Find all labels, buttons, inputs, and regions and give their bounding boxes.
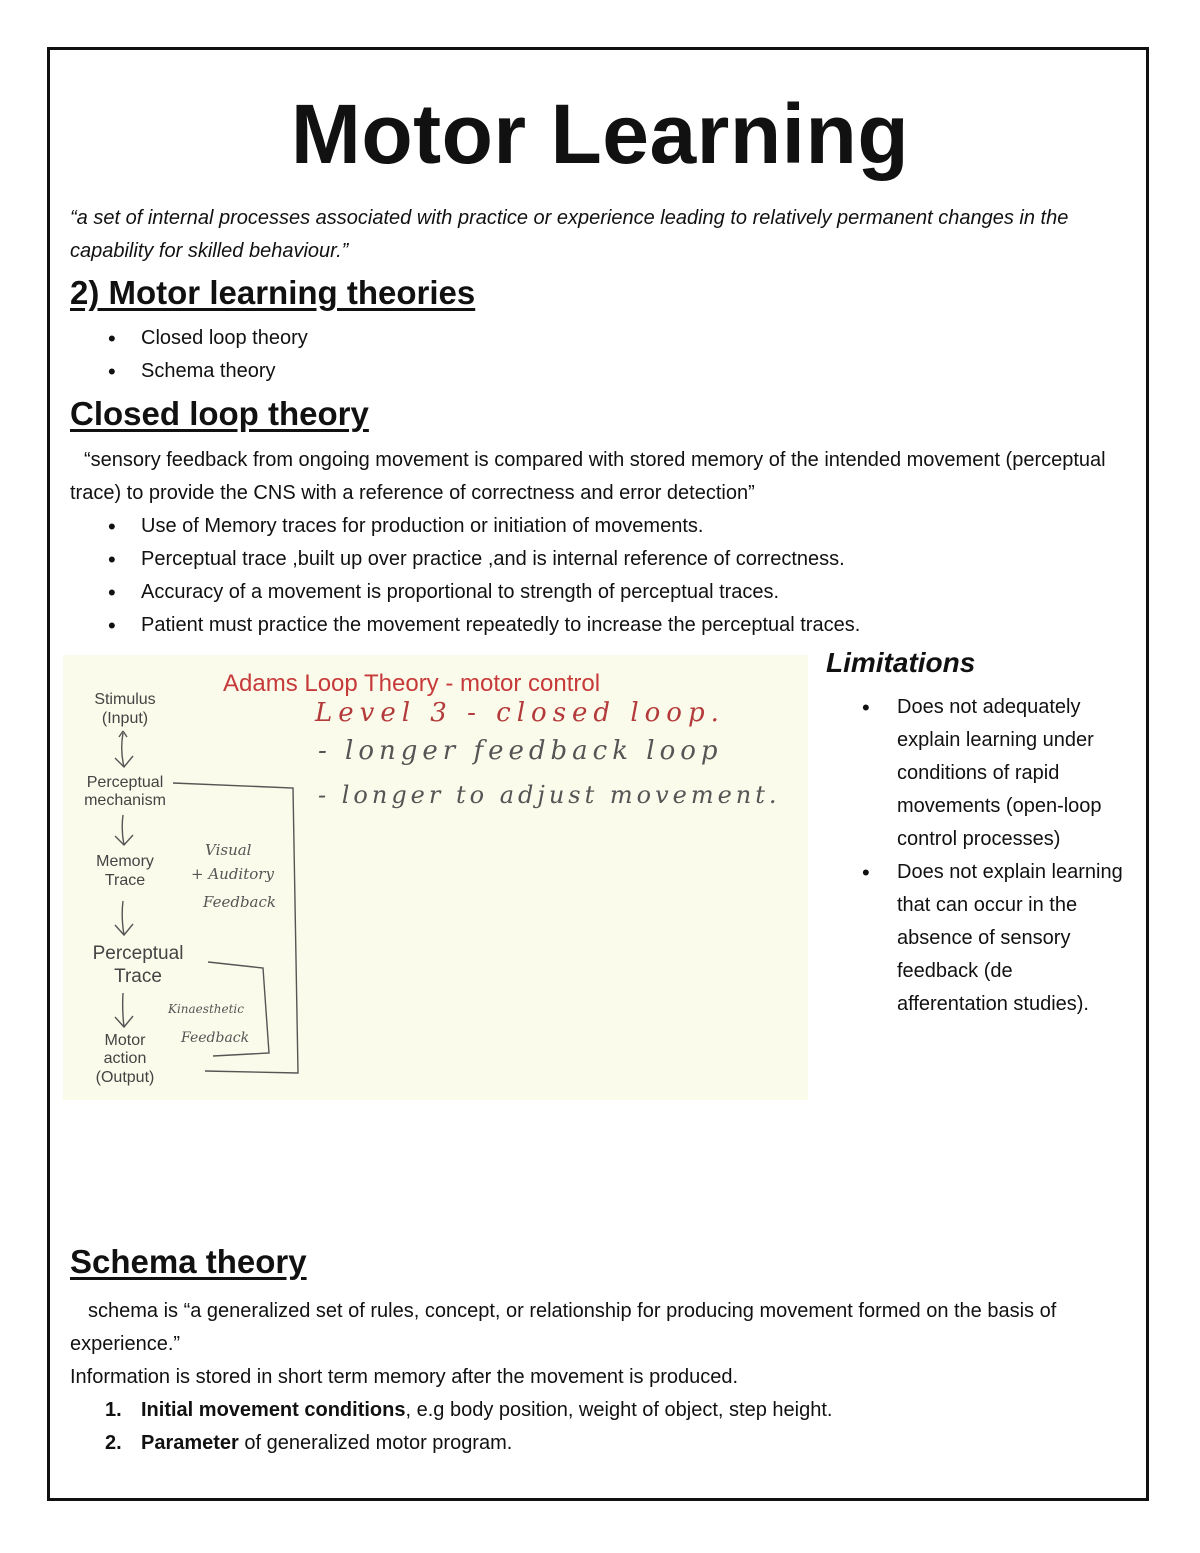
motor-action-label-2: action [103, 1050, 147, 1067]
motor-action-label: Motor [104, 1032, 146, 1049]
list-item: • Perceptual trace ,built up over practice ,and is internal reference of correctness. [70, 543, 1130, 576]
list-item: • Closed loop theory [70, 322, 308, 355]
arrow-down-icon [115, 815, 133, 845]
visual-feedback-note: Visual [205, 841, 252, 859]
motor-learning-definition: “a set of internal processes associated with practice or experience leading to relatively permanent changes in the capability for skilled behaviour.” [70, 207, 1069, 262]
arrow-icon [115, 731, 133, 767]
step-number: 1. [105, 1399, 122, 1421]
list-item [70, 1394, 1120, 1427]
memory-trace-label: Memory [96, 853, 154, 870]
perceptual-mechanism-label-2: mechanism [84, 792, 166, 809]
diagram-title: Adams Loop Theory - motor control [223, 670, 601, 697]
memory-trace-label-2: Trace [104, 872, 146, 889]
limitations-list [826, 691, 1126, 1021]
perceptual-mechanism-label: Perceptual [86, 774, 164, 791]
schema-info: Information is stored in short term memory after the movement is produced. [70, 1366, 739, 1388]
schema-definition: schema is “a generalized set of rules, concept, or relationship for producing movement formed on the basis of experience.” [70, 1300, 1057, 1355]
theories-list [70, 322, 308, 388]
arrow-down-icon [115, 901, 133, 935]
limitations-heading: Limitations [826, 647, 976, 678]
handwritten-adjust-note: - longer to adjust movement. [318, 781, 781, 809]
page-title: Motor Learning [290, 87, 910, 181]
kinaesthetic-note: Kinaesthetic [168, 1002, 244, 1016]
feedback-note: Feedback [203, 893, 276, 911]
list-item: • Does not explain learning that can occur in the absence of sensory feedback (de afferentation studies). [826, 856, 1126, 1021]
perceptual-trace-label-2: Trace [114, 966, 162, 987]
auditory-feedback-note: + Auditory [191, 865, 274, 883]
stimulus-label: Stimulus [94, 691, 156, 708]
step-text: , e.g body position, weight of object, step height. [405, 1399, 833, 1421]
step-bold: Parameter [141, 1432, 239, 1454]
step-bold: Initial movement conditions [141, 1399, 406, 1421]
list-item: • Accuracy of a movement is proportional to strength of perceptual traces. [70, 576, 1130, 609]
kinaesthetic-feedback-note: Feedback [181, 1030, 250, 1046]
closed-loop-bullets [70, 510, 1130, 642]
list-item: • Patient must practice the movement repeatedly to increase the perceptual traces. [70, 609, 1130, 642]
step-text: of generalized motor program. [238, 1432, 513, 1454]
schema-heading: Schema theory [70, 1243, 307, 1280]
perceptual-trace-label: Perceptual [92, 943, 184, 964]
closed-loop-quote: “sensory feedback from ongoing movement is compared with stored memory of the intended movement (perceptual trace) to provide the CNS with a reference of correctness and error detection” [70, 449, 1106, 504]
list-item: • Use of Memory traces for production or initiation of movements. [70, 510, 1130, 543]
closed-loop-heading: Closed loop theory [70, 395, 369, 432]
list-item: • Does not adequately explain learning under conditions of rapid movements (open-loop control processes) [826, 691, 1126, 856]
list-item [70, 1427, 1120, 1460]
list-item: • Schema theory [70, 355, 308, 388]
arrow-down-icon [115, 993, 133, 1027]
theories-heading: 2) Motor learning theories [70, 274, 476, 311]
handwritten-level-note: Level 3 - closed loop. [315, 698, 725, 728]
input-label: (Input) [101, 710, 149, 727]
handwritten-feedback-note: - longer feedback loop [318, 736, 723, 766]
schema-steps [70, 1394, 1120, 1460]
output-label: (Output) [95, 1069, 155, 1086]
adams-loop-diagram [63, 655, 808, 1100]
step-number: 2. [105, 1432, 122, 1454]
